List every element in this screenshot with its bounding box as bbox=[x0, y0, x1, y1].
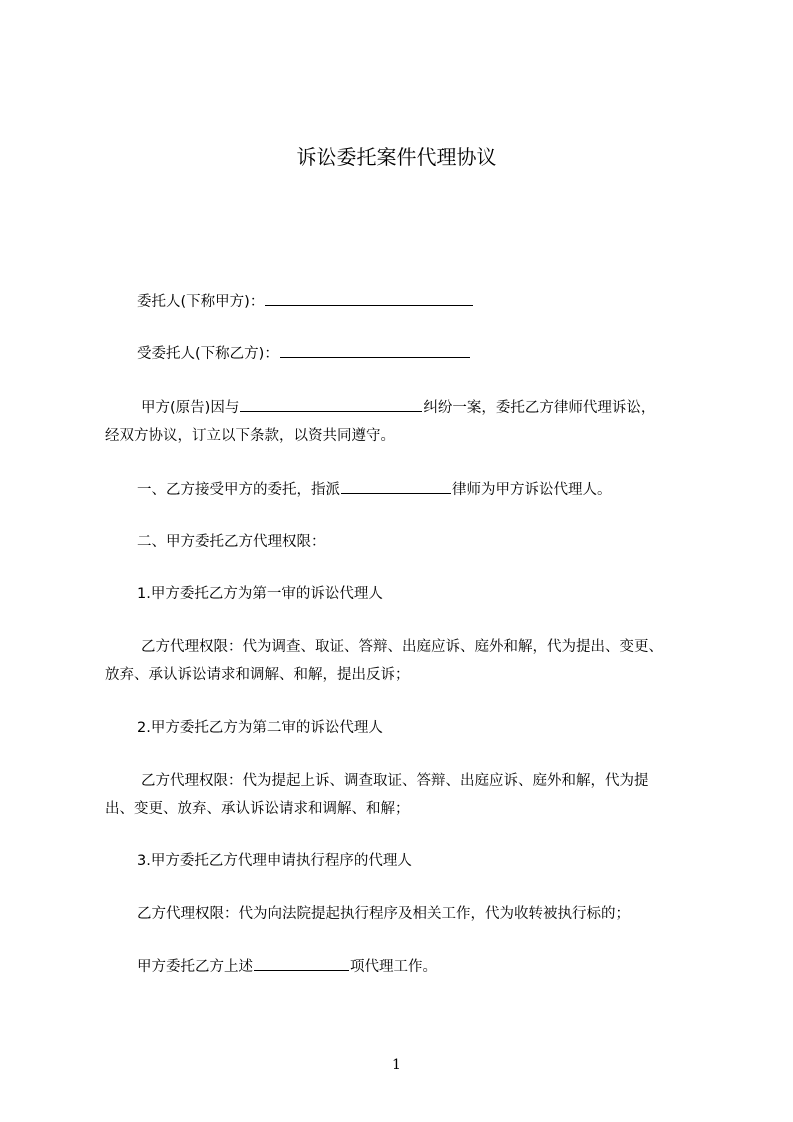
item2-heading: 2.甲方委托乙方为第二审的诉讼代理人 bbox=[137, 720, 383, 736]
summary-part2: 项代理工作。 bbox=[350, 959, 437, 975]
principal-blank[interactable] bbox=[265, 290, 473, 306]
document-title: 诉讼委托案件代理协议 bbox=[296, 145, 497, 169]
item1-text-line1: 乙方代理权限：代为调查、取证、答辩、出庭应诉、庭外和解，代为提出、变更、 bbox=[141, 639, 663, 655]
item3-heading: 3.甲方委托乙方代理申请执行程序的代理人 bbox=[137, 853, 412, 869]
item3-text: 乙方代理权限：代为向法院提起执行程序及相关工作，代为收转被执行标的； bbox=[137, 906, 630, 922]
agent-label: 受委托人(下称乙方)： bbox=[137, 346, 279, 362]
clause1-line bbox=[105, 478, 747, 502]
agent-blank[interactable] bbox=[280, 342, 470, 358]
item2-text-line2: 出、变更、放弃、承认诉讼请求和调解、和解； bbox=[105, 801, 410, 817]
item2-text-line1: 乙方代理权限：代为提起上诉、调查取证、答辩、出庭应诉、庭外和解，代为提 bbox=[141, 773, 649, 789]
intro-line-2: 经双方协议，订立以下条款，以资共同遵守。 bbox=[105, 428, 395, 444]
item1-text-line2: 放弃、承认诉讼请求和调解、和解，提出反诉； bbox=[105, 667, 410, 683]
dispute-blank[interactable] bbox=[240, 396, 422, 412]
summary-line bbox=[105, 955, 747, 979]
clause1-part2: 律师为甲方诉讼代理人。 bbox=[452, 482, 612, 498]
principal-line bbox=[105, 290, 747, 314]
principal-label: 委托人(下称甲方)： bbox=[137, 294, 265, 310]
intro-part1: 甲方(原告)因与 bbox=[141, 400, 240, 416]
intro-part2: 纠纷一案，委托乙方律师代理诉讼， bbox=[423, 400, 656, 416]
clause2-heading: 二、甲方委托乙方代理权限： bbox=[137, 534, 326, 550]
lawyer-blank[interactable] bbox=[341, 478, 451, 494]
summary-part1: 甲方委托乙方上述 bbox=[137, 959, 253, 975]
items-count-blank[interactable] bbox=[254, 955, 349, 971]
item1-heading: 1.甲方委托乙方为第一审的诉讼代理人 bbox=[137, 586, 383, 602]
agent-line bbox=[105, 342, 747, 366]
page-number: 1 bbox=[392, 1057, 401, 1073]
clause1-part1: 一、乙方接受甲方的委托，指派 bbox=[137, 482, 340, 498]
intro-line-1 bbox=[105, 396, 751, 420]
